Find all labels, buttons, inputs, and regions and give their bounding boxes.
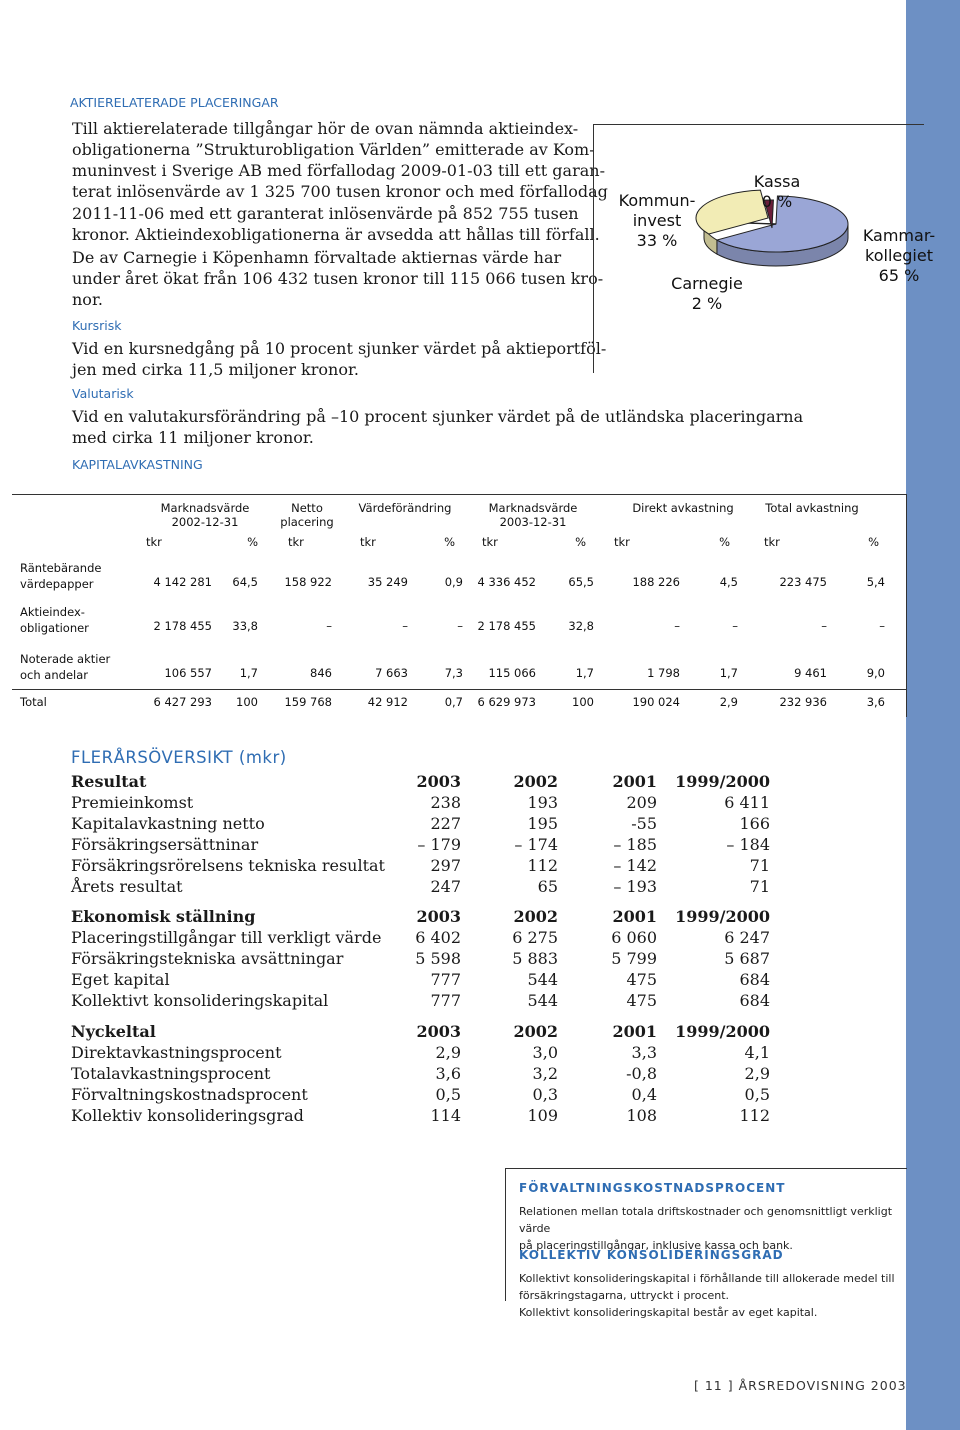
fl-cell: 777 bbox=[430, 970, 461, 989]
table-cell: 0,9 bbox=[444, 575, 463, 589]
total-cell: 100 bbox=[236, 695, 258, 709]
fl-section-header: Ekonomisk ställning bbox=[71, 907, 256, 926]
fl-cell: 5 883 bbox=[512, 949, 558, 968]
table-cell: 115 066 bbox=[488, 666, 536, 680]
pie-label-kammarkollegiet: Kammar- kollegiet 65 % bbox=[862, 226, 936, 285]
table-cell: – bbox=[326, 619, 332, 633]
fl-cell: 0,3 bbox=[532, 1085, 558, 1104]
col-header-vardeforandring: Värdeförändring bbox=[358, 501, 452, 515]
fl-cell: 684 bbox=[739, 970, 770, 989]
fl-cell: -55 bbox=[631, 814, 657, 833]
table-cell: 4 336 452 bbox=[477, 575, 536, 589]
table-cell: – bbox=[821, 619, 827, 633]
table-cell: 2 178 455 bbox=[477, 619, 536, 633]
fl-cell: – 193 bbox=[613, 877, 657, 896]
fl-cell: 71 bbox=[749, 877, 770, 896]
fl-cell: 544 bbox=[527, 970, 558, 989]
fl-section-header: Resultat bbox=[71, 772, 147, 791]
fl-cell: 65 bbox=[537, 877, 558, 896]
unit-label: % bbox=[444, 535, 455, 549]
fl-section-header: Nyckeltal bbox=[71, 1022, 156, 1041]
fl-section-header: 2002 bbox=[513, 1022, 558, 1041]
text-line: Vid en valutakursförändring på –10 procent sjunker värdet på de utländska placeringarna bbox=[72, 407, 804, 426]
total-cell: 6 629 973 bbox=[477, 695, 536, 709]
fl-cell: 475 bbox=[626, 991, 657, 1010]
col-header-mv2002: Marknadsvärde 2002-12-31 bbox=[160, 501, 250, 529]
total-cell: 6 427 293 bbox=[153, 695, 212, 709]
text-line: terat inlösenvärde av 1 325 700 tusen kronor och med förfallodag bbox=[72, 182, 608, 201]
text-line: Vid en kursnedgång på 10 procent sjunker värdet på aktieportföl- bbox=[72, 339, 607, 358]
fl-cell: -0,8 bbox=[626, 1064, 657, 1083]
fl-cell: 112 bbox=[739, 1106, 770, 1125]
unit-label: tkr bbox=[764, 535, 780, 549]
fl-cell: 777 bbox=[430, 991, 461, 1010]
col-header-mv2003: Marknadsvärde 2003-12-31 bbox=[488, 501, 578, 529]
table-cell: – bbox=[879, 619, 885, 633]
fl-cell: 6 060 bbox=[611, 928, 657, 947]
fl-section-header: 1999/2000 bbox=[675, 772, 770, 791]
fl-section-header: 2001 bbox=[612, 1022, 657, 1041]
fl-section-header: 2001 bbox=[612, 907, 657, 926]
fl-cell: 475 bbox=[626, 970, 657, 989]
unit-label: % bbox=[575, 535, 586, 549]
table-cell: 9 461 bbox=[794, 666, 827, 680]
fl-cell: Årets resultat bbox=[71, 877, 183, 896]
table-cell: 7,3 bbox=[444, 666, 463, 680]
fl-cell: 2,9 bbox=[744, 1064, 770, 1083]
table-cell: 158 922 bbox=[284, 575, 332, 589]
text-line: kronor. Aktieindexobligationerna är avsedda att hållas till förfall. bbox=[72, 225, 600, 244]
fl-cell: 114 bbox=[430, 1106, 461, 1125]
col-header-netto: Netto placering bbox=[280, 501, 334, 529]
table-cell: 2 178 455 bbox=[153, 619, 212, 633]
table-cell: 33,8 bbox=[232, 619, 258, 633]
pie-label-carnegie: Carnegie 2 % bbox=[671, 274, 743, 313]
fl-cell: Kapitalavkastning netto bbox=[71, 814, 265, 833]
pie-label-kassa: Kassa 0 % bbox=[753, 172, 801, 211]
table-cell: 32,8 bbox=[568, 619, 594, 633]
table-cell: 1,7 bbox=[719, 666, 738, 680]
fl-cell: – 142 bbox=[613, 856, 657, 875]
flerarsoversikt-title: FLERÅRSÖVERSIKT (mkr) bbox=[71, 748, 287, 767]
total-divider bbox=[12, 689, 906, 690]
fl-cell: 297 bbox=[430, 856, 461, 875]
table-cell: 64,5 bbox=[232, 575, 258, 589]
text-line: nor. bbox=[72, 290, 103, 309]
fl-cell: – 174 bbox=[514, 835, 558, 854]
text-line: med cirka 11 miljoner kronor. bbox=[72, 428, 314, 447]
total-cell: 159 768 bbox=[284, 695, 332, 709]
unit-label: tkr bbox=[360, 535, 376, 549]
unit-label: tkr bbox=[146, 535, 162, 549]
text-line: jen med cirka 11,5 miljoner kronor. bbox=[72, 360, 359, 379]
total-cell: 2,9 bbox=[719, 695, 738, 709]
fl-cell: 195 bbox=[527, 814, 558, 833]
unit-label: tkr bbox=[614, 535, 630, 549]
table-cell: – bbox=[402, 619, 408, 633]
fl-cell: 166 bbox=[739, 814, 770, 833]
fl-cell: 3,2 bbox=[532, 1064, 558, 1083]
table-cell: 35 249 bbox=[367, 575, 408, 589]
fl-section-header: 2003 bbox=[416, 907, 461, 926]
total-cell: 3,6 bbox=[866, 695, 885, 709]
fl-cell: 0,5 bbox=[435, 1085, 461, 1104]
row-label: Noterade aktier och andelar bbox=[20, 652, 111, 682]
col-header-direkt: Direkt avkastning bbox=[632, 501, 734, 515]
definition-title: KOLLEKTIV KONSOLIDERINGSGRAD bbox=[519, 1248, 784, 1262]
fl-cell: Direktavkastningsprocent bbox=[71, 1043, 282, 1062]
fl-section-header: 2003 bbox=[416, 1022, 461, 1041]
fl-section-header: 1999/2000 bbox=[675, 907, 770, 926]
fl-section-header: 2001 bbox=[612, 772, 657, 791]
row-label: Aktieindex- obligationer bbox=[20, 605, 89, 635]
table-cell: 846 bbox=[310, 666, 332, 680]
unit-label: % bbox=[247, 535, 258, 549]
fl-cell: 4,1 bbox=[744, 1043, 770, 1062]
fl-cell: 6 411 bbox=[724, 793, 770, 812]
fl-cell: Placeringstillgångar till verkligt värde bbox=[71, 928, 382, 947]
table-cell: 1 798 bbox=[647, 666, 680, 680]
pie-label-kommuninvest: Kommun- invest 33 % bbox=[618, 191, 696, 250]
page-footer: [ 11 ] ÅRSREDOVISNING 2003 bbox=[694, 1378, 907, 1393]
table-cell: 4 142 281 bbox=[153, 575, 212, 589]
definitions-box bbox=[505, 1168, 907, 1319]
fl-cell: – 185 bbox=[613, 835, 657, 854]
fl-cell: Premieinkomst bbox=[71, 793, 194, 812]
unit-label: % bbox=[868, 535, 879, 549]
total-cell: 232 936 bbox=[779, 695, 827, 709]
fl-cell: 238 bbox=[430, 793, 461, 812]
valutarisk-heading: Valutarisk bbox=[72, 386, 134, 401]
fl-cell: Kollektiv konsolideringsgrad bbox=[71, 1106, 304, 1125]
table-cell: – bbox=[732, 619, 738, 633]
table-cell: 5,4 bbox=[866, 575, 885, 589]
col-header-total: Total avkastning bbox=[765, 501, 859, 515]
fl-cell: 109 bbox=[527, 1106, 558, 1125]
fl-cell: 2,9 bbox=[435, 1043, 461, 1062]
total-cell: 190 024 bbox=[632, 695, 680, 709]
text-line: Till aktierelaterade tillgångar hör de ovan nämnda aktieindex- bbox=[72, 119, 579, 138]
table-cell: 9,0 bbox=[866, 666, 885, 680]
fl-cell: 0,4 bbox=[631, 1085, 657, 1104]
fl-section-header: 2002 bbox=[513, 772, 558, 791]
definition-text: Relationen mellan totala driftskostnader och genomsnittligt verkligt värde på placeringstillgångar, inklusive kassa och bank. bbox=[519, 1205, 893, 1252]
text-line: 2011-11-06 med ett garanterat inlösenvärde på 852 755 tusen bbox=[72, 204, 579, 223]
fl-cell: Totalavkastningsprocent bbox=[71, 1064, 271, 1083]
fl-cell: 5 687 bbox=[724, 949, 770, 968]
fl-cell: 209 bbox=[626, 793, 657, 812]
pie-chart-box bbox=[593, 124, 936, 373]
fl-section-header: 2003 bbox=[416, 772, 461, 791]
definition-text: Kollektivt konsolideringskapital i förhållande till allokerade medel till försäkringstagarna, uttryckt i procent. Kollektivt konsolideringskapital består av eget kapital. bbox=[519, 1272, 895, 1319]
fl-cell: 247 bbox=[430, 877, 461, 896]
table-cell: 1,7 bbox=[239, 666, 258, 680]
table-cell: – bbox=[674, 619, 680, 633]
text-line: under året ökat från 106 432 tusen kronor till 115 066 tusen kro- bbox=[72, 269, 604, 288]
fl-section-header: 1999/2000 bbox=[675, 1022, 770, 1041]
unit-label: tkr bbox=[482, 535, 498, 549]
fl-cell: 112 bbox=[527, 856, 558, 875]
text-line: muninvest i Sverige AB med förfallodag 2009-01-03 till ett garan- bbox=[72, 161, 605, 180]
fl-cell: Försäkringsersättninar bbox=[71, 835, 259, 854]
fl-cell: Kollektivt konsolideringskapital bbox=[71, 991, 329, 1010]
fl-section-header: 2002 bbox=[513, 907, 558, 926]
fl-cell: 3,6 bbox=[435, 1064, 461, 1083]
fl-cell: 684 bbox=[739, 991, 770, 1010]
total-cell: 42 912 bbox=[367, 695, 408, 709]
kapitalavkastning-table bbox=[12, 494, 907, 717]
fl-cell: 227 bbox=[430, 814, 461, 833]
kapitalavkastning-heading: KAPITALAVKASTNING bbox=[72, 457, 203, 472]
fl-cell: 6 402 bbox=[415, 928, 461, 947]
total-label: Total bbox=[20, 695, 47, 709]
text-line: De av Carnegie i Köpenhamn förvaltade aktiernas värde har bbox=[72, 248, 562, 267]
text-line: obligationerna ”Strukturobligation Världen” emitterade av Kom- bbox=[72, 140, 595, 159]
unit-label: tkr bbox=[288, 535, 304, 549]
fl-cell: 108 bbox=[626, 1106, 657, 1125]
fl-cell: – 179 bbox=[417, 835, 461, 854]
table-cell: 4,5 bbox=[719, 575, 738, 589]
fl-cell: 193 bbox=[527, 793, 558, 812]
fl-cell: 71 bbox=[749, 856, 770, 875]
table-cell: 223 475 bbox=[779, 575, 827, 589]
kursrisk-heading: Kursrisk bbox=[72, 318, 122, 333]
table-cell: 1,7 bbox=[575, 666, 594, 680]
fl-cell: 5 799 bbox=[611, 949, 657, 968]
table-cell: – bbox=[457, 619, 463, 633]
fl-cell: Försäkringsrörelsens tekniska resultat bbox=[71, 856, 385, 875]
total-cell: 100 bbox=[572, 695, 594, 709]
total-cell: 0,7 bbox=[444, 695, 463, 709]
table-cell: 65,5 bbox=[568, 575, 594, 589]
fl-cell: 544 bbox=[527, 991, 558, 1010]
definition-title: FÖRVALTNINGSKOSTNADSPROCENT bbox=[519, 1181, 786, 1195]
row-label: Räntebärande värdepapper bbox=[20, 561, 102, 591]
fl-cell: 0,5 bbox=[744, 1085, 770, 1104]
section-heading-aktierelaterade: AKTIERELATERADE PLACERINGAR bbox=[70, 95, 279, 110]
fl-cell: Försäkringstekniska avsättningar bbox=[71, 949, 344, 968]
table-cell: 7 663 bbox=[375, 666, 408, 680]
unit-label: % bbox=[719, 535, 730, 549]
fl-cell: 3,0 bbox=[532, 1043, 558, 1062]
fl-cell: 6 275 bbox=[512, 928, 558, 947]
fl-cell: 5 598 bbox=[415, 949, 461, 968]
table-cell: 188 226 bbox=[632, 575, 680, 589]
fl-cell: – 184 bbox=[726, 835, 770, 854]
fl-cell: 6 247 bbox=[724, 928, 770, 947]
fl-cell: 3,3 bbox=[631, 1043, 657, 1062]
table-cell: 106 557 bbox=[164, 666, 212, 680]
fl-cell: Förvaltningskostnadsprocent bbox=[71, 1085, 308, 1104]
fl-cell: Eget kapital bbox=[71, 970, 170, 989]
